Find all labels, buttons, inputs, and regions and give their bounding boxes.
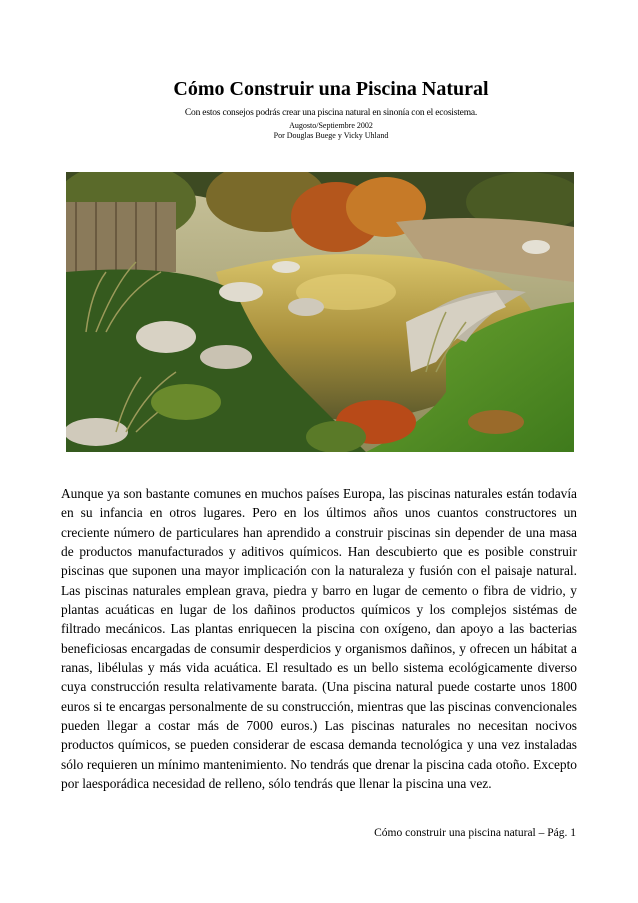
page-footer: Cómo construir una piscina natural – Pág. 1 — [374, 827, 576, 839]
authors-line: Por Douglas Buege y Vicky Uhland — [273, 131, 389, 140]
natural-pool-photo — [66, 172, 574, 452]
publication-date: Augosto/Septiembre 2002 — [289, 121, 373, 130]
body-paragraph: Aunque ya son bastante comunes en muchos países Europa, las piscinas naturales están todavía en su infancia en otros lugares. Pero en los últimos años unos cuantos constructores un creciente número de particulares han aprendido a construir piscinas sin depender de una masa de productos manufacturados y aditivos químicos. Han descubierto que es posible construir piscinas que suponen una mayor implicación con la naturaleza y fusión con el paisaje natural. Las piscinas naturales emplean grava, piedra y barro en lugar de cemento o fibra de vidrio, y plantas acuáticas en lugar de los dañinos productos químicos y los complejos sistémas de filtrado mecánicos. Las plantas enriquecen la piscina con oxígeno, dan apoyo a las bacterias beneficiosas encargadas de consumir desperdicios y organismos dañinos, y ofrecen un hábitat a ranas, libélulas y más vida acuática. El resultado es un bello sistema ecológicamente diverso cuya construcción resulta relativamente barata. (Una piscina natural puede costarte unos 1800 euros si te encargas personalmente de su construcción, mientras que las piscinas convencionales pueden llegar a costar más de 7000 euros.) Las piscinas naturales no necesitan nocivos productos químicos, se pueden considerar de escasa demanda tecnológica y una vez instaladas sólo requieren un mínimo mantenimiento. No tendrás que drenar la piscina cada otoño. Excepto por laesporádica necesidad de relleno, sólo tendrás que llenar la piscina una vez. — [61, 486, 577, 792]
document-subtitle: Con estos consejos podrás crear una piscina natural en sinonía con el ecosistema. — [184, 108, 478, 118]
document-title: Cómo Construir una Piscina Natural — [173, 78, 489, 100]
